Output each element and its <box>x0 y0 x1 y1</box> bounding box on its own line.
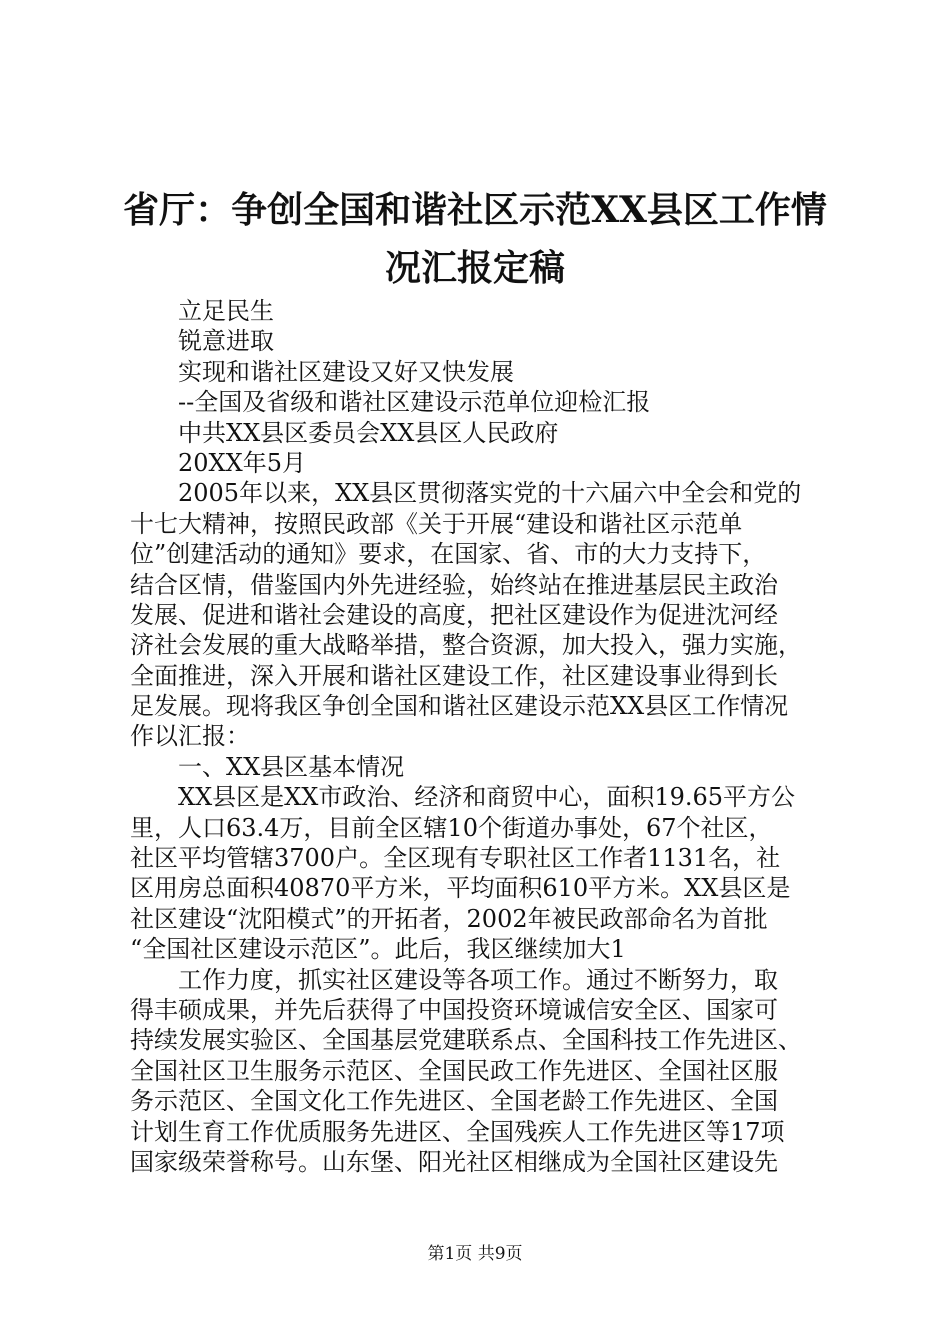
text-line: 计划生育工作优质服务先进区、全国残疾人工作先进区等17项 <box>130 1117 785 1146</box>
text-line: --全国及省级和谐社区建设示范单位迎检汇报 <box>178 388 651 417</box>
text-line: 中共XX县区委员会XX县区人民政府 <box>178 418 559 447</box>
text-line: 社区建设“沈阳模式”的开拓者，2002年被民政部命名为首批 <box>130 904 768 933</box>
page-number: 第1页 共9页 <box>427 1244 523 1264</box>
text-line: 2005年以来，XX县区贯彻落实党的十六届六中全会和党的 <box>178 479 802 508</box>
text-line: 全国社区卫生服务示范区、全国民政工作先进区、全国社区服 <box>130 1056 778 1085</box>
page-footer <box>0 1244 950 1264</box>
text-line: 发展、促进和谐社会建设的高度，把社区建设作为促进沈河经 <box>130 600 778 629</box>
text-line: 区用房总面积40870平方米，平均面积610平方米。XX县区是 <box>130 874 791 903</box>
text-line: 20XX年5月 <box>178 448 306 477</box>
section-heading: 一、XX县区基本情况 <box>178 752 405 781</box>
text-line: 结合区情，借鉴国内外先进经验，始终站在推进基层民主政治 <box>130 570 778 599</box>
text-line: 务示范区、全国文化工作先进区、全国老龄工作先进区、全国 <box>130 1087 778 1116</box>
text-line: 足发展。现将我区争创全国和谐社区建设示范XX县区工作情况 <box>130 692 789 721</box>
text-line: 作以汇报： <box>130 722 250 751</box>
title-line-1: 省厅：争创全国和谐社区示范XX县区工作情 <box>123 189 827 231</box>
document-body <box>130 296 850 1177</box>
text-line: 里，人口63.4万，目前全区辖10个街道办事处，67个社区， <box>130 813 773 842</box>
text-line: 得丰硕成果，并先后获得了中国投资环境诚信安全区、国家可 <box>130 995 778 1024</box>
text-line: XX县区是XX市政治、经济和商贸中心，面积19.65平方公 <box>178 783 796 812</box>
text-line: 济社会发展的重大战略举措，整合资源，加大投入，强力实施， <box>130 631 802 660</box>
text-line: 持续发展实验区、全国基层党建联系点、全国科技工作先进区、 <box>130 1026 802 1055</box>
text-line: 立足民生 <box>178 297 274 325</box>
text-line: 十七大精神，按照民政部《关于开展“建设和谐社区示范单 <box>130 509 743 538</box>
title-line-2: 况汇报定稿 <box>384 247 565 289</box>
text-line: 位”创建活动的通知》要求，在国家、省、市的大力支持下， <box>130 540 767 569</box>
text-line: 全面推进，深入开展和谐社区建设工作，社区建设事业得到长 <box>130 661 778 690</box>
text-line: 工作力度，抓实社区建设等各项工作。通过不断努力，取 <box>178 965 778 994</box>
document-title <box>100 181 850 297</box>
text-line: 国家级荣誉称号。山东堡、阳光社区相继成为全国社区建设先 <box>130 1147 778 1176</box>
text-line: “全国社区建设示范区”。此后，我区继续加大1 <box>130 935 626 964</box>
text-line: 社区平均管辖3700户。全区现有专职社区工作者1131名，社 <box>130 844 781 873</box>
text-line: 实现和谐社区建设又好又快发展 <box>178 357 514 386</box>
text-line: 锐意进取 <box>178 327 274 356</box>
